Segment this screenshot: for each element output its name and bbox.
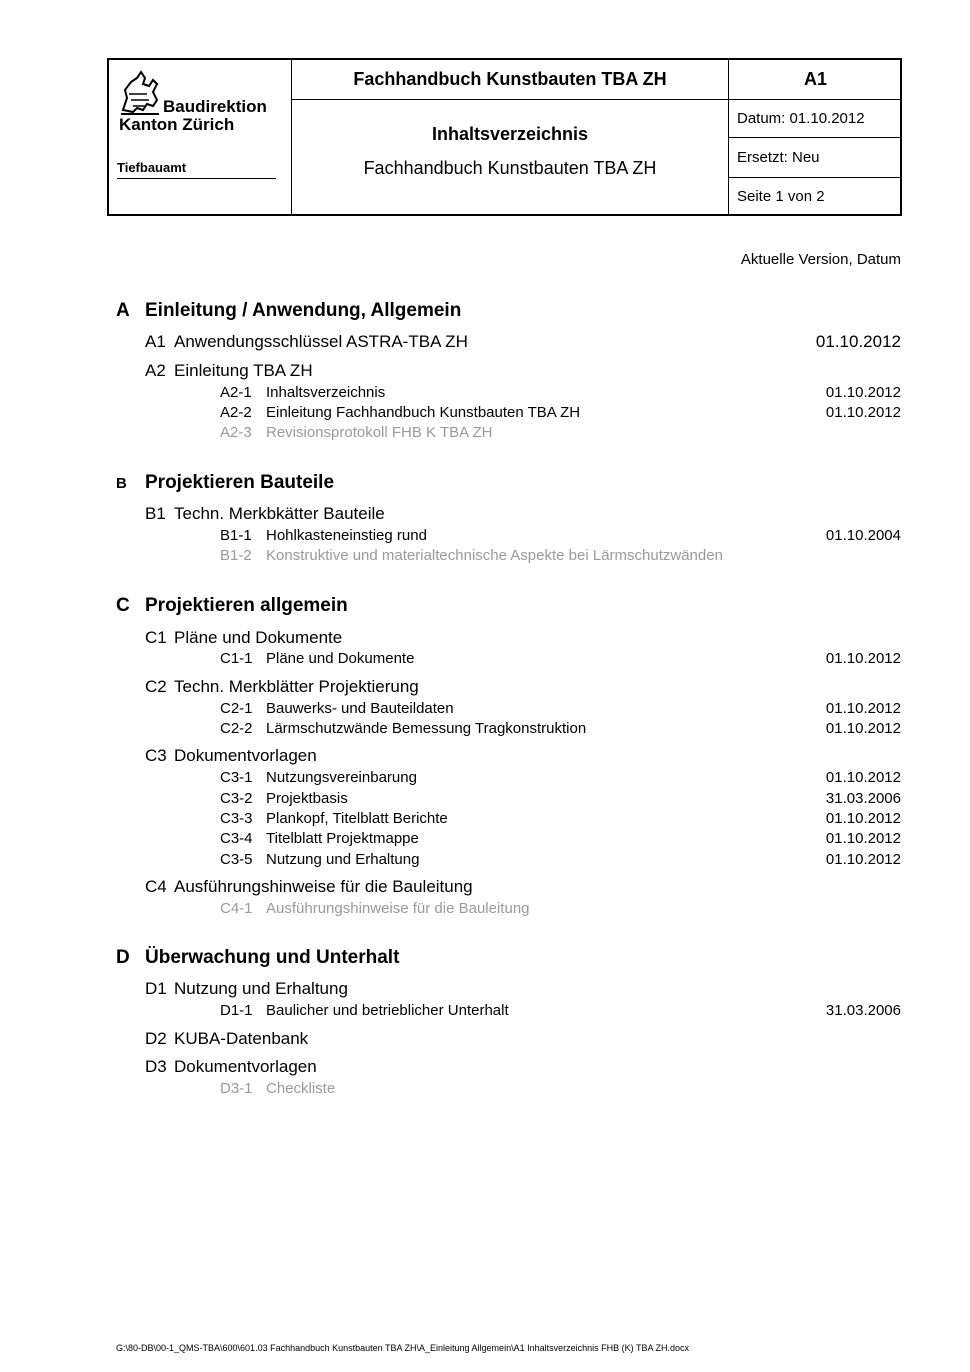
toc-date: 01.10.2012 xyxy=(825,720,901,737)
doc-date: Datum: 01.10.2012 xyxy=(729,100,902,138)
toc-code: D2 xyxy=(145,1029,167,1048)
doc-subtitle: Fachhandbuch Kunstbauten TBA ZH xyxy=(363,158,657,178)
toc-item-pending xyxy=(220,547,723,564)
toc-title: Revisionsprotokoll FHB K TBA ZH xyxy=(266,424,493,441)
toc-title: Projektbasis xyxy=(266,790,348,807)
toc-item xyxy=(220,700,454,717)
doc-page: Seite 1 von 2 xyxy=(737,187,825,205)
toc-title: KUBA-Datenbank xyxy=(174,1029,309,1048)
toc-item-pending xyxy=(220,900,530,917)
toc-item xyxy=(220,720,586,737)
section-title: Einleitung / Anwendung, Allgemein xyxy=(145,300,462,321)
toc-code: C3-3 xyxy=(220,810,253,827)
toc-title: Lärmschutzwände Bemessung Tragkonstruktion xyxy=(266,720,587,737)
header-meta-cell xyxy=(729,60,902,214)
lion-crest-icon xyxy=(117,70,163,118)
section-title: Projektieren allgemein xyxy=(145,595,348,616)
toc-code: C2-1 xyxy=(220,700,253,717)
toc-title: Techn. Merkbkätter Bauteile xyxy=(174,504,385,523)
toc-code: C2 xyxy=(145,677,167,696)
toc-date: 31.03.2006 xyxy=(825,790,901,807)
department-label: Tiefbauamt xyxy=(117,160,276,179)
toc-title: Bauwerks- und Bauteildaten xyxy=(266,700,454,717)
toc-item xyxy=(220,527,427,544)
toc-code: C3-4 xyxy=(220,830,253,847)
toc-subsection xyxy=(145,332,468,352)
toc-item xyxy=(220,830,419,847)
toc-title: Checkliste xyxy=(266,1080,336,1097)
toc-title: Einleitung Fachhandbuch Kunstbauten TBA ZH xyxy=(266,404,581,421)
toc-title: Dokumentvorlagen xyxy=(174,746,317,765)
toc-item xyxy=(220,790,348,807)
toc-code: C1-1 xyxy=(220,650,253,667)
canton-logo xyxy=(117,70,287,140)
toc-code: C2-2 xyxy=(220,720,253,737)
toc-item xyxy=(220,769,417,786)
toc-title: Titelblatt Projektmappe xyxy=(266,830,419,847)
section-title: Überwachung und Unterhalt xyxy=(145,947,400,968)
toc-title: Dokumentvorlagen xyxy=(174,1057,317,1076)
toc-code: C4-1 xyxy=(220,900,253,917)
toc-code: A1 xyxy=(145,332,166,351)
toc-title: Ausführungshinweise für die Bauleitung xyxy=(266,900,530,917)
toc-subsection xyxy=(145,1057,317,1077)
toc-code: B1-1 xyxy=(220,527,252,544)
toc-subsection xyxy=(145,361,313,381)
toc-title: Techn. Merkblätter Projektierung xyxy=(174,677,419,696)
toc-subsection xyxy=(145,1029,308,1049)
toc-title: Nutzung und Erhaltung xyxy=(266,851,420,868)
section-letter: B xyxy=(116,475,127,492)
toc-item xyxy=(220,650,414,667)
toc-item xyxy=(220,810,448,827)
toc-date: 01.10.2012 xyxy=(825,851,901,868)
toc-title: Ausführungshinweise für die Bauleitung xyxy=(174,877,473,896)
version-column-label: Aktuelle Version, Datum xyxy=(740,251,901,268)
toc-code: C3-5 xyxy=(220,851,253,868)
toc-code: C3 xyxy=(145,746,167,765)
org-name-line2: Kanton Zürich xyxy=(119,115,235,134)
toc-date: 01.10.2012 xyxy=(825,810,901,827)
toc-title: Hohlkasteneinstieg rund xyxy=(266,527,427,544)
toc-date: 01.10.2004 xyxy=(825,527,901,544)
header-title-cell xyxy=(292,60,729,214)
toc-code: A2-2 xyxy=(220,404,252,421)
toc-date: 01.10.2012 xyxy=(825,769,901,786)
toc-title: Plankopf, Titelblatt Berichte xyxy=(266,810,448,827)
header-logo-cell xyxy=(109,60,292,214)
toc-title: Inhaltsverzeichnis xyxy=(266,384,386,401)
toc-code: C3-1 xyxy=(220,769,253,786)
toc-subsection xyxy=(145,628,342,648)
toc-code: C4 xyxy=(145,877,167,896)
toc-item xyxy=(220,404,580,421)
section-title: Projektieren Bauteile xyxy=(145,472,335,493)
toc-date: 31.03.2006 xyxy=(825,1002,901,1019)
handbook-title: Fachhandbuch Kunstbauten TBA ZH xyxy=(292,60,728,100)
toc-title: Baulicher und betrieblicher Unterhalt xyxy=(266,1002,509,1019)
toc-title: Pläne und Dokumente xyxy=(174,628,343,647)
toc-subsection xyxy=(145,677,419,697)
toc-code: D3 xyxy=(145,1057,167,1076)
section-letter: D xyxy=(116,947,130,968)
toc-title: Nutzung und Erhaltung xyxy=(174,979,348,998)
toc-code: D1-1 xyxy=(220,1002,253,1019)
section-letter: C xyxy=(116,595,130,616)
toc-title: Anwendungsschlüssel ASTRA-TBA ZH xyxy=(174,332,468,351)
org-name-line1: Baudirektion xyxy=(163,97,267,116)
toc-title: Nutzungsvereinbarung xyxy=(266,769,417,786)
toc-subsection xyxy=(145,746,317,766)
toc-code: D3-1 xyxy=(220,1080,253,1097)
toc-date: 01.10.2012 xyxy=(825,700,901,717)
toc-item xyxy=(220,1002,509,1019)
toc-code: B1-2 xyxy=(220,547,252,564)
toc-item-pending xyxy=(220,424,492,441)
toc-code: D1 xyxy=(145,979,167,998)
toc-title: Konstruktive und materialtechnische Aspekte bei Lärmschutzwänden xyxy=(266,547,723,564)
toc-date: 01.10.2012 xyxy=(825,830,901,847)
toc-code: A2-3 xyxy=(220,424,252,441)
toc-subsection xyxy=(145,504,385,524)
toc-item-pending xyxy=(220,1080,335,1097)
toc-code: C3-2 xyxy=(220,790,253,807)
doc-replaces: Ersetzt: Neu xyxy=(729,138,902,178)
toc-item xyxy=(220,851,419,868)
toc-code: C1 xyxy=(145,628,167,647)
doc-code: A1 xyxy=(729,60,902,100)
toc-date: 01.10.2012 xyxy=(825,384,901,401)
toc-code: B1 xyxy=(145,504,166,523)
toc-date: 01.10.2012 xyxy=(825,404,901,421)
toc-item xyxy=(220,384,385,401)
section-letter: A xyxy=(116,300,130,321)
doc-title: Inhaltsverzeichnis xyxy=(431,124,589,144)
toc-subsection xyxy=(145,877,473,897)
toc-code: A2-1 xyxy=(220,384,252,401)
toc-title: Einleitung TBA ZH xyxy=(174,361,313,380)
toc-date: 01.10.2012 xyxy=(825,650,901,667)
footer-file-path: G:\80-DB\00-1_QMS-TBA\600\601.03 Fachhandbuch Kunstbauten TBA ZH\A_Einleitung Allgemein\A1 Inhaltsverzeichnis FHB (K) TBA ZH.docx xyxy=(116,1343,689,1353)
document-header xyxy=(107,58,902,216)
toc-code: A2 xyxy=(145,361,166,380)
toc-date: 01.10.2012 xyxy=(815,332,901,351)
toc-subsection xyxy=(145,979,348,999)
toc-title: Pläne und Dokumente xyxy=(266,650,415,667)
